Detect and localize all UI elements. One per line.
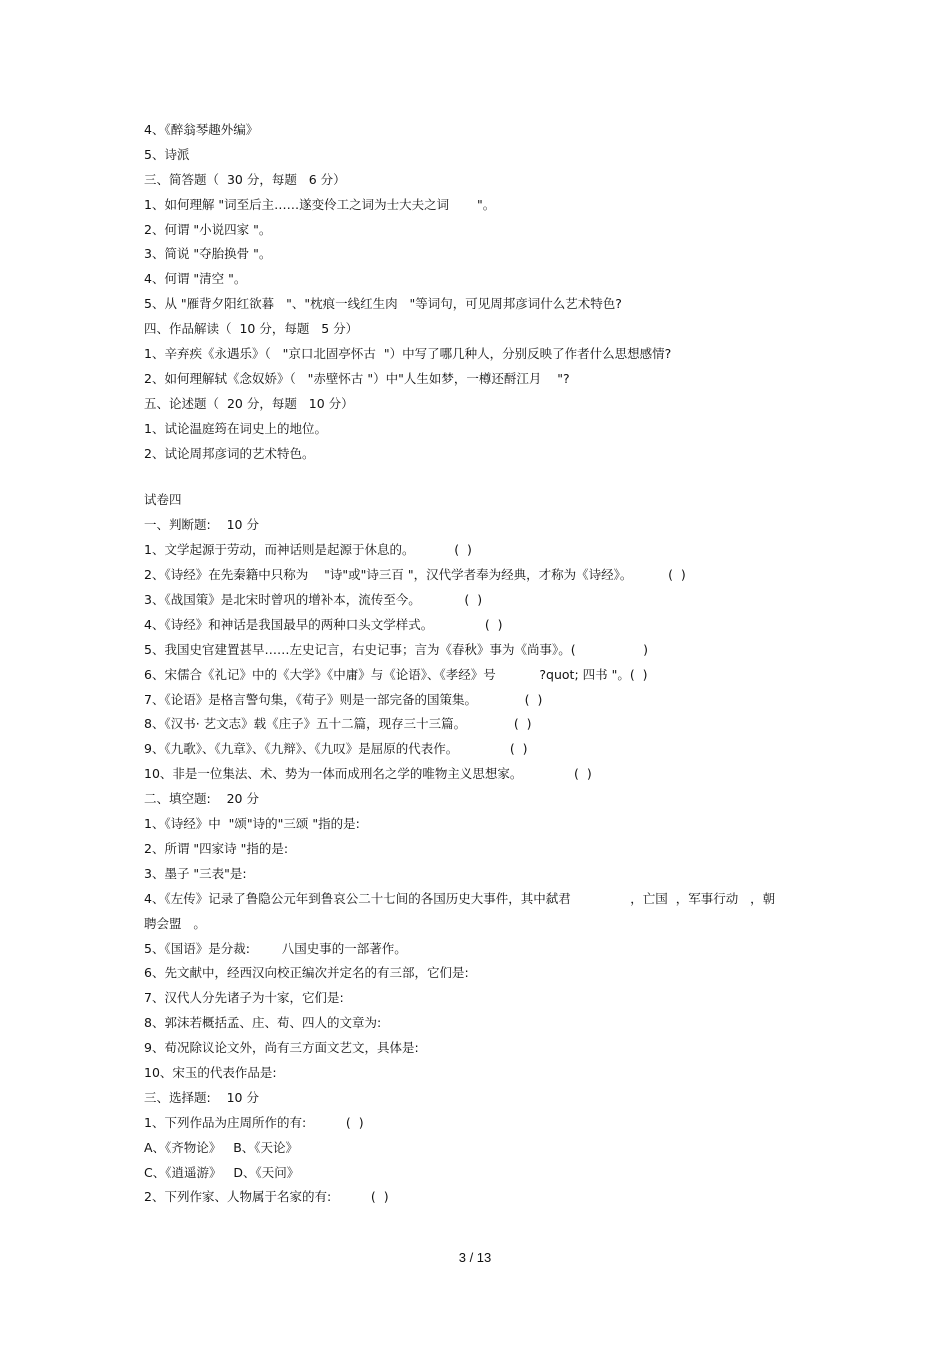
question-line: 5、我国史官建置甚早……左史记言，右史记事；言为《春秋》事为《尚事》。( )	[144, 641, 649, 657]
question-line-continued: 聘会盟 。	[144, 915, 206, 931]
question-line: 2、如何理解轼《念奴娇》（ "赤壁怀古 "）中"人生如梦，一樽还酹江月 "?	[144, 370, 570, 386]
question-line: 1、下列作品为庄周所作的有: ( )	[144, 1114, 364, 1130]
option-line: A、《齐物论》 B、《天论》	[144, 1139, 299, 1155]
question-line: 1、试论温庭筠在词史上的地位。	[144, 420, 327, 436]
question-line: 8、《汉书· 艺文志》载《庄子》五十二篇，现存三十三篇。 ( )	[144, 716, 532, 732]
section-heading: 四、作品解读（ 10 分，每题 5 分）	[144, 321, 359, 337]
question-line: 7、《论语》是格言警句集，《荀子》则是一部完备的国策集。 ( )	[144, 691, 543, 707]
paper-title: 试卷四	[144, 492, 182, 508]
spacer	[144, 466, 809, 488]
section-heading: 三、选择题: 10 分	[144, 1089, 259, 1105]
question-line: 2、下列作家、人物属于名家的有: ( )	[144, 1189, 389, 1205]
text-line: 4、《醉翁琴趣外编》	[144, 122, 259, 137]
section-heading: 三、简答题（ 30 分，每题 6 分）	[144, 171, 346, 187]
question-line: 10、宋玉的代表作品是:	[144, 1064, 277, 1080]
question-line: 1、辛弃疾《永遇乐》（ "京口北固亭怀古 "）中写了哪几种人，分别反映了作者什么思想感情?	[144, 346, 672, 362]
section-heading: 五、论述题（ 20 分，每题 10 分）	[144, 395, 354, 411]
question-line: 3、简说 "夺胎换骨 "。	[144, 246, 272, 262]
question-line: 6、宋儒合《礼记》中的《大学》《中庸》与《论语》、《孝经》号 ?quot; 四书 "。( )	[144, 666, 648, 682]
option-line: C、《逍遥游》 D、《天问》	[144, 1164, 300, 1180]
question-line: 3、墨子 "三表"是:	[144, 865, 247, 881]
page-content	[144, 118, 809, 1210]
text-line: 5、诗派	[144, 146, 190, 162]
question-line: 2、《诗经》在先秦籍中只称为 "诗"或"诗三百 "，汉代学者奉为经典，才称为《诗经》。 ( )	[144, 567, 686, 583]
question-line: 7、汉代人分先诸子为十家，它们是:	[144, 990, 344, 1006]
question-line: 3、《战国策》是北宋时曾巩的增补本，流传至今。 ( )	[144, 592, 483, 608]
question-line: 2、何谓 "小说四家 "。	[144, 221, 272, 237]
question-line: 6、先文献中，经西汉向校正编次并定名的有三部，它们是:	[144, 965, 469, 981]
question-line: 1、文学起源于劳动，而神话则是起源于休息的。 ( )	[144, 542, 472, 558]
question-line: 9、《九歌》、《九章》、《九辩》、《九叹》是屈原的代表作。 ( )	[144, 741, 528, 757]
section-heading: 一、判断题: 10 分	[144, 517, 259, 533]
question-line: 2、试论周邦彦词的艺术特色。	[144, 445, 315, 461]
question-line: 4、《左传》记录了鲁隐公元年到鲁哀公二十七间的各国历史大事件，其中弑君 ，亡国 ，军事行动 ，朝	[144, 890, 776, 906]
question-line: 10、非是一位集法、术、势为一体而成刑名之学的唯物主义思想家。 ( )	[144, 766, 592, 782]
question-line: 8、郭沫若概括孟、庄、荀、四人的文章为:	[144, 1015, 382, 1031]
question-line: 1、《诗经》中 "颂"诗的"三颂 "指的是:	[144, 816, 360, 832]
page-number: 3 / 13	[458, 1250, 492, 1265]
question-line: 5、《国语》是分裁: 八国史事的一部著作。	[144, 940, 407, 956]
question-line: 4、何谓 "清空 "。	[144, 271, 247, 287]
section-heading: 二、填空题: 20 分	[144, 791, 259, 807]
question-line: 9、荀况除议论文外，尚有三方面文艺文，具体是:	[144, 1040, 419, 1056]
question-line: 1、如何理解 "词至后主……遂变伶工之词为士大夫之词 "。	[144, 196, 496, 212]
question-line: 5、从 "雁背夕阳红欲暮 "、"枕痕一线红生肉 "等词句，可见周邦彦词什么艺术特色?	[144, 296, 622, 312]
question-line: 4、《诗经》和神话是我国最早的两种口头文学样式。 ( )	[144, 616, 503, 632]
question-line: 2、所谓 "四家诗 "指的是:	[144, 840, 289, 856]
